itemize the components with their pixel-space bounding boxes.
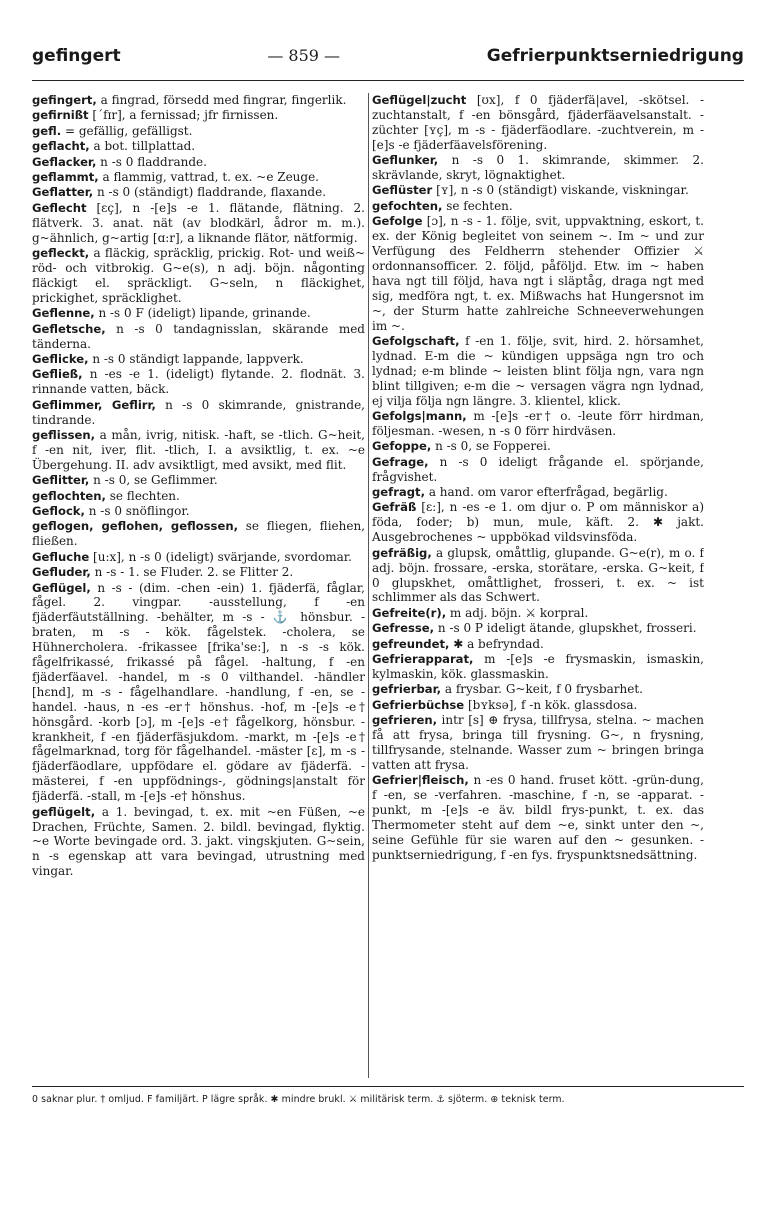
entry-definition: ✱ a befryndad. <box>449 636 544 651</box>
entry-headword: Gefletsche, <box>32 321 106 336</box>
entry-headword: Gefreite(r), <box>372 605 447 620</box>
entry-definition: m adj. böjn. ⚔ korpral. <box>446 605 589 620</box>
dictionary-entry <box>372 682 704 697</box>
dictionary-entry <box>32 550 365 565</box>
dictionary-entry <box>372 773 704 862</box>
dictionary-entry <box>372 637 704 652</box>
entry-definition: [ɛç], n -[e]s -e 1. flätande, flätning. 2. flätverk. 3. anat. nät (av blodkärl, ådror m. m.). g~ähnlich, g~artig [ɑ:r], a liknande flätor, nätformig. <box>32 200 365 245</box>
dictionary-entry <box>372 606 704 621</box>
dictionary-page <box>32 46 744 1105</box>
dictionary-entry <box>32 428 365 473</box>
entry-headword: geflügelt, <box>32 804 96 819</box>
entry-headword: Gefrier|fleisch, <box>372 773 469 788</box>
entry-headword: gefragt, <box>372 485 425 500</box>
dictionary-entry <box>32 170 365 185</box>
entry-headword: gefl. <box>32 123 62 138</box>
entry-definition: [ɛ:], n -es -e 1. om djur o. P om människor a) föda, foder; b) mun, mule, käft. 2. ✱ jakt. Ausgebrochenes ~ uppbökad vildsvinsföda. <box>372 500 704 545</box>
dictionary-entry <box>32 398 365 428</box>
dictionary-entry <box>372 439 704 454</box>
entry-definition: [ɔ], n -s - 1. följe, svit, uppvaktning, eskort, t. ex. der König begleitet von seinem ~. Im ~ und zur Verfügung des Feldherrn stehender Offizier ⚔ ordonnansofficer. 2. följd, påföljd. Etw. im ~ haben hava ngt till följd, hava ngt i släptåg, draga ngt med sig, medföra ngt, t. ex. Mißwachs hat Hungersnot im ~, der Sturm hatte zahlreiche Schneeverwehungen im ~. <box>372 214 704 333</box>
entry-definition: n -es 0 hand. fruset kött. -grün-dung, f -en, se -verfahren. -maschine, f -n, se -apparat. -punkt, m -[e]s -e äv. bildl frys-punkt, t. ex. das Thermometer steht auf dem ~e, sinkt unter den ~, seine Gefühle für sie waren auf den ~ gesunken. -punktserniedrigung, f -en fys. fryspunktsnedsättning. <box>372 773 704 862</box>
entry-definition: [u:x], n -s 0 (ideligt) svärjande, svordomar. <box>89 549 352 564</box>
entry-definition: n -s 0 fladdrande. <box>96 154 207 169</box>
entry-definition: a flammig, vattrad, t. ex. ~e Zeuge. <box>98 170 319 185</box>
page-number: — 859 — <box>267 46 341 65</box>
entry-headword: geflissen, <box>32 427 96 442</box>
entry-headword: Gefluche <box>32 549 90 564</box>
entry-headword: Gefolgs|mann, <box>372 409 467 424</box>
entry-headword: Gefresse, <box>372 621 435 636</box>
entry-headword: Geflecht <box>32 200 87 215</box>
header-left-guideword: gefingert <box>32 46 121 66</box>
dictionary-entry <box>372 546 704 606</box>
dictionary-entry <box>32 124 365 139</box>
dictionary-entry <box>32 367 365 397</box>
dictionary-entry <box>32 504 365 519</box>
dictionary-entry <box>32 489 365 504</box>
dictionary-entry <box>372 698 704 713</box>
entry-headword: Geflügel, <box>32 580 91 595</box>
dictionary-entry <box>372 621 704 636</box>
dictionary-entry <box>32 201 365 246</box>
dictionary-entry <box>372 713 704 773</box>
dictionary-entry <box>32 185 365 200</box>
entry-headword: gefrieren, <box>372 713 437 728</box>
page-header <box>32 46 744 81</box>
entry-headword: Geflüster <box>372 183 433 198</box>
dictionary-entry <box>372 214 704 333</box>
entry-definition: n -s - (dim. -chen -ein) 1. fjäderfä, fåglar, fågel. 2. vingpar. -ausstellung, f -en fjäderfäutställning. -behälter, m -s - ⚓ hönsbur. -braten, m -s - kök. fågelstek. -cholera, se Hühnercholera. -frikassee [frika'se:], n -s -s kök. fågelfrikassé, frikassé på fågel. -haltung, f -en fjäderfäavel. -handel, m -s 0 vilthandel. -händler [hɛnd], m -s - fågelhandlare. -handlung, f -en, se -handel. -haus, n -es -er† hönshus. -hof, m -[e]s -e† hönsgård. -korb [ɔ], m -[e]s -e† fågelkorg, hönsbur. -krankheit, f -en fjäderfäsjukdom. -markt, m -[e]s -e† fågelmarknad, torg för fågelhandel. -mäster [ɛ], m -s - fjäderfäodlare, uppfödare el. gödare av fjäderfä. -mästerei, f -en uppfödnings-, gödnings|anstalt för fjäderfä. -stall, m -[e]s -e† hönshus. <box>32 580 365 804</box>
entry-definition: [ʊx], f 0 fjäderfä|avel, -skötsel. -zuchtanstalt, f -en bönsgård, fjäderfäavelsanstalt. -züchter [ʏç], m -s - fjäderfäodlare. -zuchtverein, m -[e]s -e fjäderfäavelsförening. <box>372 93 704 152</box>
entry-definition: a fingrad, försedd med fingrar, fingerlik. <box>96 93 347 107</box>
dictionary-entry <box>372 153 704 183</box>
dictionary-entry <box>372 455 704 485</box>
entry-headword: Geflügel|zucht <box>372 93 467 107</box>
dictionary-entry <box>32 155 365 170</box>
entry-headword: geflogen, geflohen, geflossen, <box>32 519 238 534</box>
dictionary-entry <box>372 409 704 439</box>
entry-headword: Geflimmer, Geflirr, <box>32 397 156 412</box>
entry-headword: Gefluder, <box>32 565 91 580</box>
dictionary-entry <box>372 93 704 153</box>
entry-definition: n -s 0 1. skimrande, skimmer. 2. skrävlande, skryt, lögnaktighet. <box>372 153 704 183</box>
dictionary-entry <box>32 352 365 367</box>
entry-definition: [ʏ], n -s 0 (ständigt) viskande, viskningar. <box>432 183 689 198</box>
dictionary-entry <box>32 93 365 108</box>
column-divider <box>368 93 369 1078</box>
entry-headword: gefochten, <box>372 198 443 213</box>
entry-headword: gefirnißt <box>32 108 89 123</box>
abbreviation-footer: 0 saknar plur. † omljud. F familjärt. P lägre språk. ✱ mindre brukl. ⚔ militärisk term. ⚓ sjöterm. ⊕ teknisk term. <box>32 1094 565 1105</box>
dictionary-entry <box>32 322 365 352</box>
dictionary-entry <box>32 473 365 488</box>
entry-definition: n -es -e 1. (ideligt) flytande. 2. flodnät. 3. rinnande vatten, bäck. <box>32 367 365 397</box>
entry-definition: n -s 0 (ständigt) fladdrande, flaxande. <box>93 185 327 200</box>
entry-headword: Geflenne, <box>32 306 95 321</box>
entry-headword: gefräßig, <box>372 545 432 560</box>
entry-definition: m -[e]s -er† o. -leute förr hirdman, följesman. -wesen, n -s 0 förr hirdväsen. <box>372 409 704 438</box>
dictionary-entry <box>32 519 365 549</box>
entry-headword: geflacht, <box>32 139 90 154</box>
dictionary-entry <box>372 485 704 500</box>
entry-definition: n -s 0 snöflingor. <box>84 503 190 518</box>
entry-definition: n -s 0 ständigt lappande, lappverk. <box>88 351 304 366</box>
dictionary-entry <box>32 565 365 580</box>
entry-headword: Gefrierapparat, <box>372 652 474 667</box>
entry-definition: n -s 0 skimrande, gnistrande, tindrande. <box>32 397 365 427</box>
entry-headword: gefrierbar, <box>372 682 442 697</box>
dictionary-entry <box>372 199 704 214</box>
entry-definition: [bʏksə], f -n kök. glassdosa. <box>464 697 638 712</box>
dictionary-entry <box>32 139 365 154</box>
footer-rule <box>32 1086 744 1087</box>
dictionary-entry <box>32 246 365 306</box>
dictionary-entry <box>32 805 365 880</box>
entry-headword: Gefoppe, <box>372 439 432 454</box>
dictionary-entry <box>32 581 365 805</box>
entry-definition: n -s - 1. se Fluder. 2. se Flitter 2. <box>90 565 294 580</box>
entry-headword: geflochten, <box>32 488 106 503</box>
entry-headword: Gefrierbüchse <box>372 697 465 712</box>
dictionary-entry <box>32 306 365 321</box>
entry-definition: n -s 0, se Geflimmer. <box>89 473 218 488</box>
entry-definition: [´fɪr], a fernissad; jfr firnissen. <box>88 108 279 123</box>
dictionary-entry <box>372 500 704 545</box>
entry-headword: geflammt, <box>32 170 99 185</box>
entry-headword: Gefließ, <box>32 367 83 382</box>
entry-definition: se fechten. <box>442 198 513 213</box>
entry-headword: Gefräß <box>372 500 417 515</box>
entry-definition: n -s 0, se Fopperei. <box>431 439 551 454</box>
entry-headword: gefreundet, <box>372 636 450 651</box>
right-column <box>372 93 704 1078</box>
entry-headword: gefingert, <box>32 93 97 107</box>
entry-headword: Geflunker, <box>372 153 439 168</box>
entry-definition: a frysbar. G~keit, f 0 frysbarhet. <box>441 682 643 697</box>
entry-definition: f -en 1. följe, svit, hird. 2. hörsamhet, lydnad. E-m die ~ kündigen uppsäga ngn tro och lydnad; e-m blinde ~ leisten blint följa ngn, vara ngn blint tillgiven; e-m die ~ versagen vägra ngn lydnad, ej vilja följa ngn längre. 3. klientel, klick. <box>372 334 704 408</box>
entry-headword: Geflatter, <box>32 185 94 200</box>
entry-definition: = gefällig, gefälligst. <box>61 123 193 138</box>
entry-definition: n -s 0 P ideligt ätande, glupskhet, frosseri. <box>434 621 697 636</box>
left-column <box>32 93 365 1078</box>
entry-definition: intr [s] ⊕ frysa, tillfrysa, stelna. ~ machen få att frysa, bringa till frysning. G~, n frysning, tillfrysande, stelnande. Wasser zum ~ bringen bringa vatten att frysa. <box>372 713 704 772</box>
entry-headword: Gefolge <box>372 214 423 229</box>
columns <box>32 93 744 1078</box>
dictionary-entry <box>372 334 704 409</box>
entry-definition: a fläckig, spräcklig, prickig. Rot- und weiß~ röd- och vitbrokig. G~e(s), n adj. böjn. någonting fläckigt el. spräckligt. G~seln, n fläckighet, prickighet, spräcklighet. <box>32 246 365 305</box>
entry-headword: Geflicke, <box>32 351 89 366</box>
entry-headword: Gefolgschaft, <box>372 334 460 348</box>
entry-definition: n -s 0 F (ideligt) lipande, grinande. <box>94 306 311 321</box>
dictionary-entry <box>372 652 704 682</box>
entry-definition: n -s 0 tandagnisslan, skärande med tänderna. <box>32 321 365 351</box>
entry-definition: a 1. bevingad, t. ex. mit ~en Füßen, ~e Drachen, Früchte, Samen. 2. bildl. bevingad, flyktig. ~e Worte bevingade ord. 3. jakt. vingskjuten. G~sein, n -s egenskap att vara bevingad, utrustning med vingar. <box>32 804 365 879</box>
entry-definition: a bot. tillplattad. <box>89 139 196 154</box>
header-right-guideword: Gefrierpunktserniedrigung <box>486 46 744 66</box>
entry-definition: m -[e]s -e frysmaskin, ismaskin, kylmaskin, kök. glassmaskin. <box>372 652 704 681</box>
entry-definition: se flechten. <box>105 488 180 503</box>
dictionary-entry <box>32 108 365 123</box>
entry-definition: a glupsk, omåttlig, glupande. G~e(r), m o. f adj. böjn. frossare, -erska, storätare, -erska. G~keit, f 0 glupskhet, omåttlighet, frosseri, t. ex. ~ ist schlimmer als das Schwert. <box>372 545 704 605</box>
entry-definition: n -s 0 ideligt frågande el. spörjande, frågvishet. <box>372 454 704 484</box>
entry-headword: Geflitter, <box>32 473 90 488</box>
entry-definition: a hand. om varor efterfrågad, begärlig. <box>425 485 668 500</box>
dictionary-entry <box>372 183 704 198</box>
entry-definition: se fliegen, fliehen, fließen. <box>32 519 365 549</box>
entry-headword: Geflacker, <box>32 154 97 169</box>
entry-headword: Gefrage, <box>372 454 429 469</box>
entry-headword: gefleckt, <box>32 246 90 261</box>
entry-headword: Geflock, <box>32 503 85 518</box>
entry-definition: a mån, ivrig, nitisk. -haft, se -tlich. G~heit, f -en nit, iver, flit. -tlich, I. a avsiktlig, t. ex. ~e Übergehung. II. adv avsiktligt, med avsikt, med flit. <box>32 427 365 472</box>
